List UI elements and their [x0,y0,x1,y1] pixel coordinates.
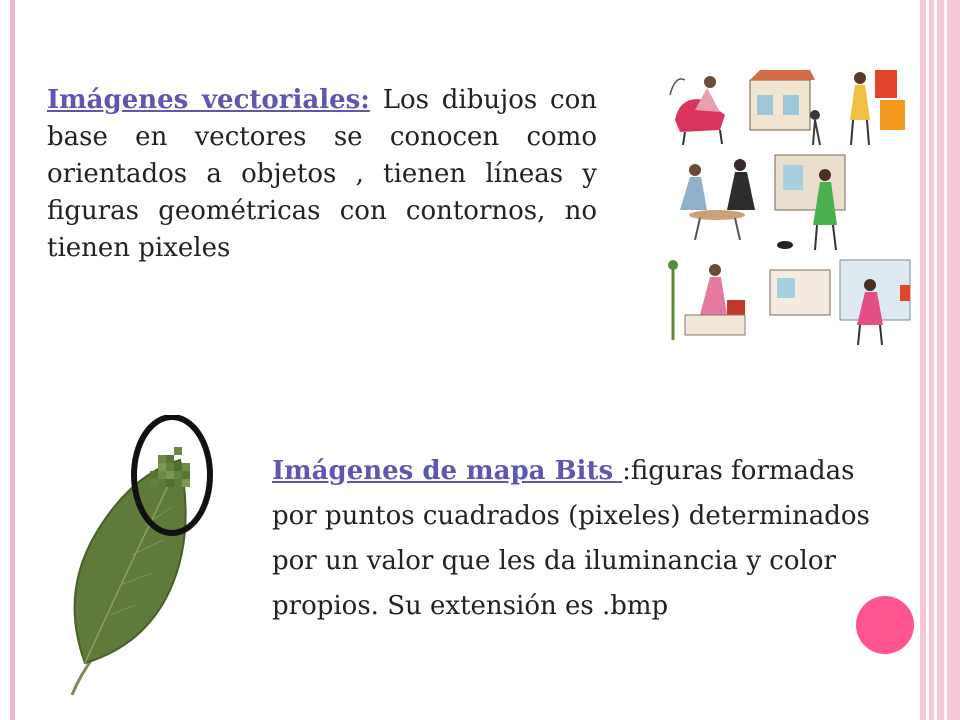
bitmap-images-paragraph [272,449,892,629]
bitmap-images-term: Imágenes de mapa Bits [272,456,623,486]
pixel-blocks [150,447,190,487]
decorative-pink-circle [856,596,914,654]
table-scene [680,159,755,240]
fashion-illustration-image [665,60,915,345]
vector-images-description: Los dibujos con base en vectores se conocen como orientados a objetos , tienen líneas y figuras geométricas con contornos, no tienen pixeles [47,85,597,263]
cafe-scene [750,70,820,145]
city-scene [770,260,910,345]
vector-images-paragraph [47,82,597,267]
vector-images-term: Imágenes vectoriales: [47,85,370,115]
street-scene [775,155,845,250]
sofa-scene [670,76,725,145]
pixelated-leaf-image [60,415,240,705]
left-border-stripe [10,0,15,720]
travel-scene [668,260,745,340]
shopping-scene [850,70,905,145]
right-border-stripes [920,0,960,720]
bitmap-images-description: :figuras formadas por puntos cuadrados (pixeles) determinados por un valor que les da iluminancia y color propios. Su extensión es .bmp [272,456,870,621]
